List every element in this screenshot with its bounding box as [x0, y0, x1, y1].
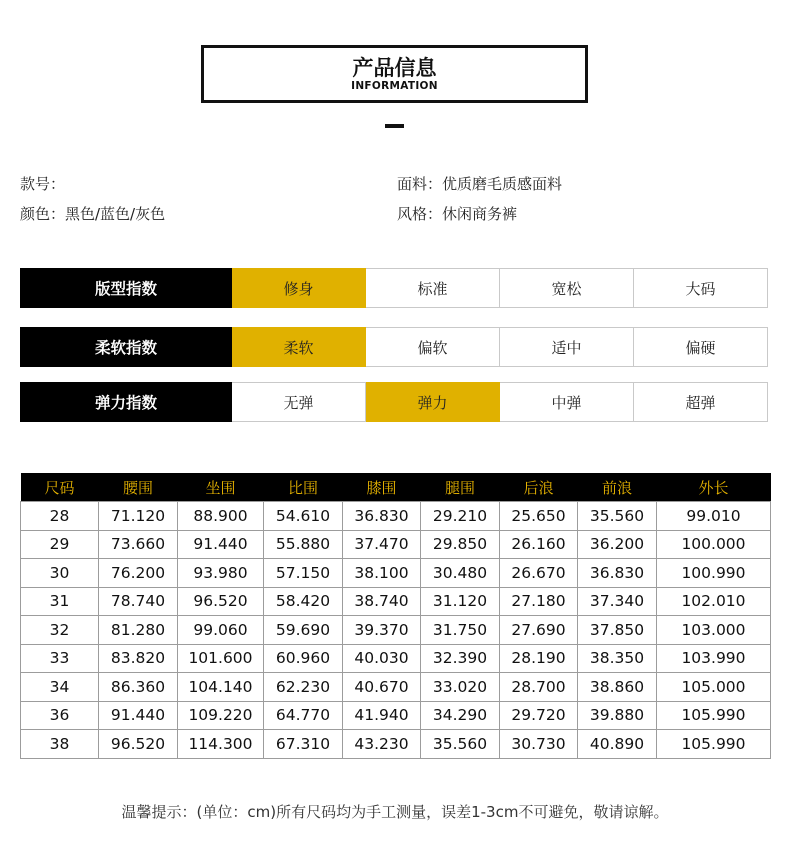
- table-cell: 83.820: [99, 644, 178, 673]
- table-cell: 99.060: [178, 616, 264, 645]
- softness-option: 偏硬: [634, 327, 768, 367]
- table-cell: 64.770: [264, 701, 343, 730]
- table-cell: 31.750: [421, 616, 500, 645]
- divider-dash: [385, 124, 404, 128]
- table-cell: 38.740: [343, 587, 421, 616]
- softness-option: 柔软: [232, 327, 366, 367]
- table-cell: 114.300: [178, 730, 264, 759]
- table-row: [21, 502, 771, 531]
- table-cell: 100.000: [657, 530, 771, 559]
- table-cell: 26.160: [500, 530, 578, 559]
- column-header: 外长: [657, 473, 771, 502]
- table-cell: 36.830: [578, 559, 657, 588]
- table-cell: 40.890: [578, 730, 657, 759]
- table-row: [21, 559, 771, 588]
- table-cell: 31: [21, 587, 99, 616]
- column-header: 腰围: [99, 473, 178, 502]
- table-cell: 96.520: [99, 730, 178, 759]
- table-cell: 40.030: [343, 644, 421, 673]
- column-header: 前浪: [578, 473, 657, 502]
- table-cell: 30.480: [421, 559, 500, 588]
- table-cell: 29: [21, 530, 99, 559]
- stretch-option: 超弹: [634, 382, 768, 422]
- fit-option: 修身: [232, 268, 366, 308]
- table-cell: 105.990: [657, 730, 771, 759]
- column-header: 后浪: [500, 473, 578, 502]
- table-cell: 28.190: [500, 644, 578, 673]
- table-cell: 101.600: [178, 644, 264, 673]
- table-cell: 29.210: [421, 502, 500, 531]
- table-cell: 88.900: [178, 502, 264, 531]
- color-info: 颜色：黑色/蓝色/灰色: [20, 205, 166, 223]
- table-cell: 71.120: [99, 502, 178, 531]
- column-header: 坐围: [178, 473, 264, 502]
- softness-index-row: [20, 327, 770, 367]
- table-row: [21, 644, 771, 673]
- table-cell: 54.610: [264, 502, 343, 531]
- table-cell: 105.990: [657, 701, 771, 730]
- table-row: [21, 616, 771, 645]
- fit-option: 大码: [634, 268, 768, 308]
- table-cell: 62.230: [264, 673, 343, 702]
- fabric-info: 面料：优质磨毛质感面料: [397, 175, 563, 193]
- table-cell: 35.560: [421, 730, 500, 759]
- column-header: 膝围: [343, 473, 421, 502]
- stretch-option: 中弹: [500, 382, 634, 422]
- stretch-index-label: 弹力指数: [20, 382, 232, 422]
- table-cell: 30: [21, 559, 99, 588]
- softness-option: 偏软: [366, 327, 500, 367]
- softness-index-label: 柔软指数: [20, 327, 232, 367]
- table-cell: 34.290: [421, 701, 500, 730]
- table-cell: 38.100: [343, 559, 421, 588]
- table-cell: 40.670: [343, 673, 421, 702]
- table-row: [21, 673, 771, 702]
- table-cell: 33.020: [421, 673, 500, 702]
- stretch-index-row: [20, 382, 770, 422]
- table-cell: 39.880: [578, 701, 657, 730]
- table-cell: 39.370: [343, 616, 421, 645]
- table-cell: 36.200: [578, 530, 657, 559]
- table-cell: 76.200: [99, 559, 178, 588]
- section-title: 产品信息: [352, 56, 437, 80]
- fit-option: 标准: [366, 268, 500, 308]
- table-cell: 81.280: [99, 616, 178, 645]
- table-cell: 26.670: [500, 559, 578, 588]
- table-cell: 29.850: [421, 530, 500, 559]
- table-row: [21, 701, 771, 730]
- table-cell: 36.830: [343, 502, 421, 531]
- table-cell: 27.180: [500, 587, 578, 616]
- table-cell: 93.980: [178, 559, 264, 588]
- table-cell: 100.990: [657, 559, 771, 588]
- table-cell: 28.700: [500, 673, 578, 702]
- column-header: 尺码: [21, 473, 99, 502]
- table-cell: 91.440: [99, 701, 178, 730]
- table-cell: 78.740: [99, 587, 178, 616]
- section-title-box: [201, 45, 588, 103]
- table-cell: 57.150: [264, 559, 343, 588]
- table-cell: 38.350: [578, 644, 657, 673]
- table-cell: 27.690: [500, 616, 578, 645]
- table-cell: 32: [21, 616, 99, 645]
- table-row: [21, 587, 771, 616]
- softness-option: 适中: [500, 327, 634, 367]
- table-cell: 41.940: [343, 701, 421, 730]
- table-cell: 99.010: [657, 502, 771, 531]
- table-cell: 32.390: [421, 644, 500, 673]
- table-cell: 33: [21, 644, 99, 673]
- table-cell: 58.420: [264, 587, 343, 616]
- table-cell: 38.860: [578, 673, 657, 702]
- table-cell: 59.690: [264, 616, 343, 645]
- table-cell: 86.360: [99, 673, 178, 702]
- table-cell: 36: [21, 701, 99, 730]
- column-header: 比围: [264, 473, 343, 502]
- fit-index-row: [20, 268, 770, 308]
- size-table-header: [21, 473, 771, 502]
- table-cell: 104.140: [178, 673, 264, 702]
- table-cell: 37.340: [578, 587, 657, 616]
- style-number: 款号：: [20, 175, 66, 193]
- table-cell: 55.880: [264, 530, 343, 559]
- table-cell: 28: [21, 502, 99, 531]
- table-cell: 103.990: [657, 644, 771, 673]
- table-row: [21, 530, 771, 559]
- fit-option: 宽松: [500, 268, 634, 308]
- table-cell: 35.560: [578, 502, 657, 531]
- style-info: 风格：休闲商务裤: [397, 205, 518, 223]
- table-cell: 43.230: [343, 730, 421, 759]
- table-cell: 67.310: [264, 730, 343, 759]
- table-cell: 91.440: [178, 530, 264, 559]
- table-cell: 109.220: [178, 701, 264, 730]
- table-cell: 38: [21, 730, 99, 759]
- table-cell: 103.000: [657, 616, 771, 645]
- size-table: [20, 473, 771, 759]
- table-cell: 29.720: [500, 701, 578, 730]
- section-subtitle: INFORMATION: [351, 80, 438, 92]
- size-table-body: [21, 502, 771, 759]
- table-cell: 96.520: [178, 587, 264, 616]
- table-cell: 34: [21, 673, 99, 702]
- stretch-option: 无弹: [232, 382, 366, 422]
- table-row: [21, 730, 771, 759]
- table-cell: 37.850: [578, 616, 657, 645]
- table-cell: 25.650: [500, 502, 578, 531]
- stretch-option: 弹力: [366, 382, 500, 422]
- table-cell: 102.010: [657, 587, 771, 616]
- table-cell: 73.660: [99, 530, 178, 559]
- fit-index-label: 版型指数: [20, 268, 232, 308]
- table-cell: 60.960: [264, 644, 343, 673]
- table-cell: 30.730: [500, 730, 578, 759]
- table-cell: 31.120: [421, 587, 500, 616]
- table-cell: 105.000: [657, 673, 771, 702]
- table-cell: 37.470: [343, 530, 421, 559]
- measurement-note: 温馨提示：(单位：cm)所有尺码均为手工测量，误差1-3cm不可避免，敬请谅解。: [121, 803, 669, 821]
- column-header: 腿围: [421, 473, 500, 502]
